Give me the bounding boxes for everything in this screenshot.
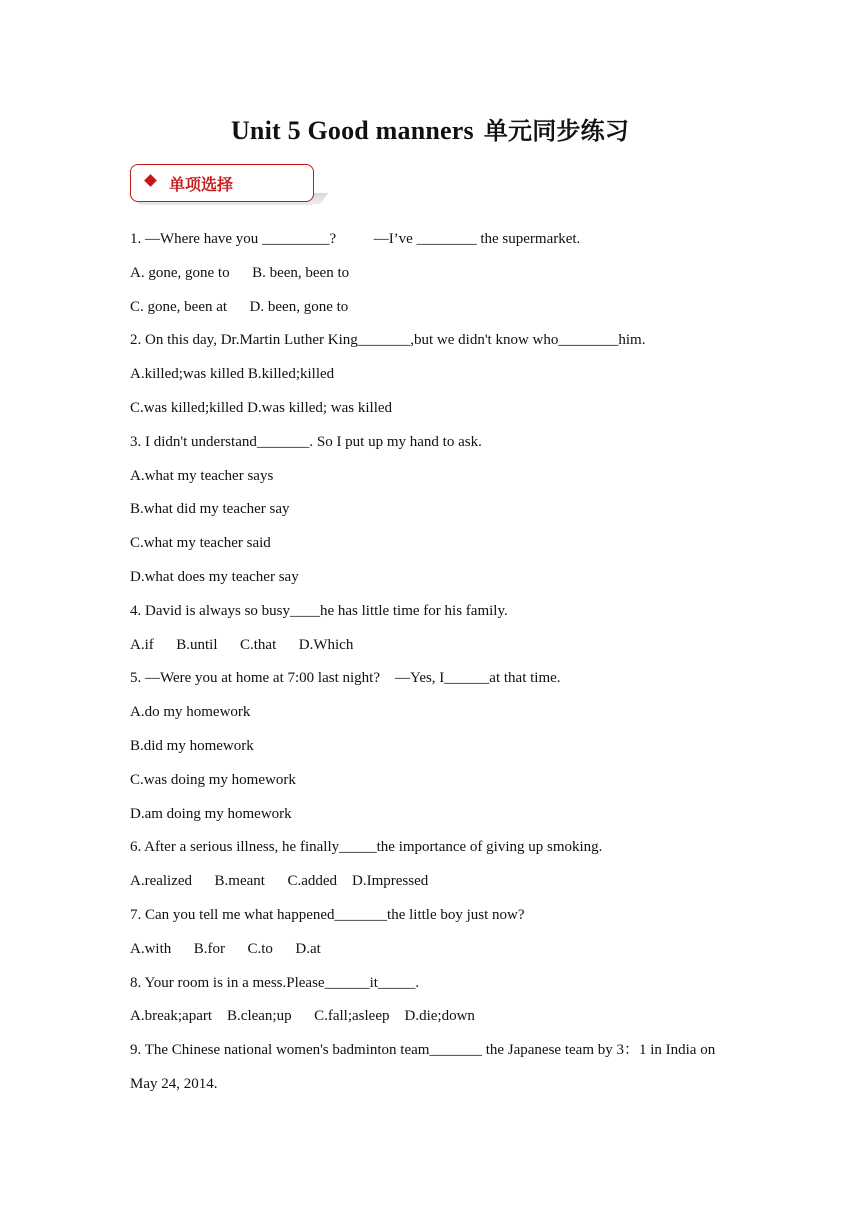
- question-text: 2. On this day, Dr.Martin Luther King_______,but we didn't know who________him.: [130, 332, 646, 349]
- question-text: 8. Your room is in a mess.Please______it_____.: [130, 974, 420, 991]
- answer-options: C.was killed;killed D.was killed; was killed: [130, 399, 393, 416]
- question-text: 6. After a serious illness, he finally_____the importance of giving up smoking.: [130, 839, 603, 856]
- answer-options: May 24, 2014.: [130, 1075, 218, 1092]
- question-text: 1. —Where have you _________? —I’ve ________ the supermarket.: [130, 231, 581, 247]
- answer-options: A.killed;was killed B.killed;killed: [130, 366, 335, 383]
- answer-options: A.realized B.meant C.added D.Impressed: [130, 873, 429, 890]
- title-chinese: 单元同步练习: [483, 117, 630, 145]
- page-title: [0, 111, 860, 146]
- question-list: [130, 223, 740, 1102]
- answer-options: A. gone, gone to B. been, been to: [130, 264, 350, 281]
- answer-options: D.what does my teacher say: [130, 568, 299, 585]
- question-text: 9. The Chinese national women's badminton team_______ the Japanese team by 3：1 in India on: [130, 1042, 716, 1059]
- answer-options: A.do my homework: [130, 704, 251, 721]
- question-text: 3. I didn't understand_______. So I put up my hand to ask.: [130, 433, 482, 450]
- answer-options: C.what my teacher said: [130, 535, 271, 552]
- question-text: 7. Can you tell me what happened_______the little boy just now?: [130, 906, 525, 923]
- title-english: Unit 5 Good manners: [230, 116, 474, 145]
- answer-options: A.break;apart B.clean;up C.fall;asleep D.die;down: [130, 1008, 475, 1025]
- answer-options: C.was doing my homework: [130, 771, 296, 788]
- answer-options: A.what my teacher says: [130, 467, 274, 484]
- question-text: 4. David is always so busy____he has little time for his family.: [130, 602, 508, 619]
- section-header-label: 单项选择: [169, 175, 234, 194]
- answer-options: A.if B.until C.that D.Which: [130, 636, 354, 653]
- answer-options: B.did my homework: [130, 737, 254, 754]
- answer-options: A.with B.for C.to D.at: [130, 940, 321, 957]
- question-text: 5. —Were you at home at 7:00 last night? —Yes, I______at that time.: [130, 670, 561, 687]
- answer-options: C. gone, been at D. been, gone to: [130, 298, 349, 315]
- answer-options: D.am doing my homework: [130, 805, 292, 822]
- answer-options: B.what did my teacher say: [130, 501, 290, 518]
